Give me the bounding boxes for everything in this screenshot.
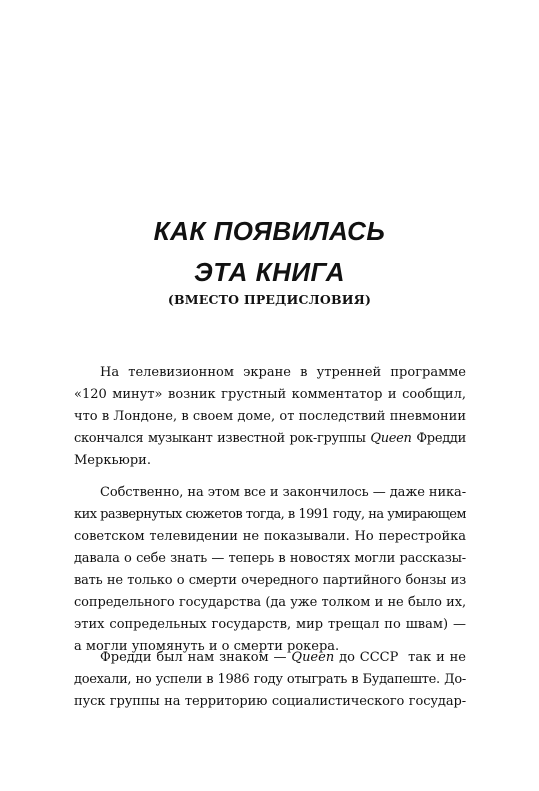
text-line: что в Лондоне, в своем доме, от последствий пневмонии bbox=[74, 409, 466, 424]
text-line: давала о себе знать — теперь в новостях могли рассказы- bbox=[74, 551, 466, 566]
text-line: Меркьюри. bbox=[74, 453, 151, 468]
chapter-title-line-1: КАК ПОЯВИЛАСЬ bbox=[153, 216, 386, 246]
text-line bbox=[74, 647, 466, 669]
text-line: сопредельного государства (да уже толком и не было их, bbox=[74, 595, 466, 610]
band-name: Queen bbox=[291, 650, 335, 665]
band-name: Queen bbox=[370, 431, 412, 446]
text-line: советском телевидении не показывали. Но перестройка bbox=[74, 529, 466, 544]
text-segment: Фредди был нам знаком — bbox=[100, 650, 292, 665]
text-line: а могли упомянуть и о смерти рокера. bbox=[74, 639, 340, 654]
text-line: «120 минут» возник грустный комментатор и сообщил, bbox=[74, 387, 466, 402]
text-line: доехали, но успели в 1986 году отыграть в Будапеште. До- bbox=[74, 672, 466, 687]
text-line bbox=[74, 428, 466, 450]
text-line: Собственно, на этом все и закончилось — даже ника- bbox=[100, 485, 466, 500]
text-segment: скончался музыкант известной рок-группы bbox=[74, 431, 371, 446]
paragraph-3 bbox=[74, 647, 466, 713]
chapter-title-line-2: ЭТА КНИГА bbox=[194, 257, 345, 287]
paragraph-1 bbox=[74, 362, 466, 472]
text-line: На телевизионном экране в утренней программе bbox=[100, 365, 466, 380]
chapter-subtitle: (ВМЕСТО ПРЕДИСЛОВИЯ) bbox=[167, 292, 372, 307]
text-line: пуск группы на территорию социалистического государ- bbox=[74, 694, 466, 709]
paragraph-2 bbox=[74, 482, 466, 658]
text-line: вать не только о смерти очередного партийного бонзы из bbox=[74, 573, 466, 588]
text-segment: до СССР так и не bbox=[334, 650, 466, 665]
text-line: ких развернутых сюжетов тогда, в 1991 году, на умирающем bbox=[74, 507, 466, 522]
text-line: этих сопредельных государств, мир трещал по швам) — bbox=[74, 617, 466, 632]
text-segment: Фредди bbox=[411, 431, 466, 446]
